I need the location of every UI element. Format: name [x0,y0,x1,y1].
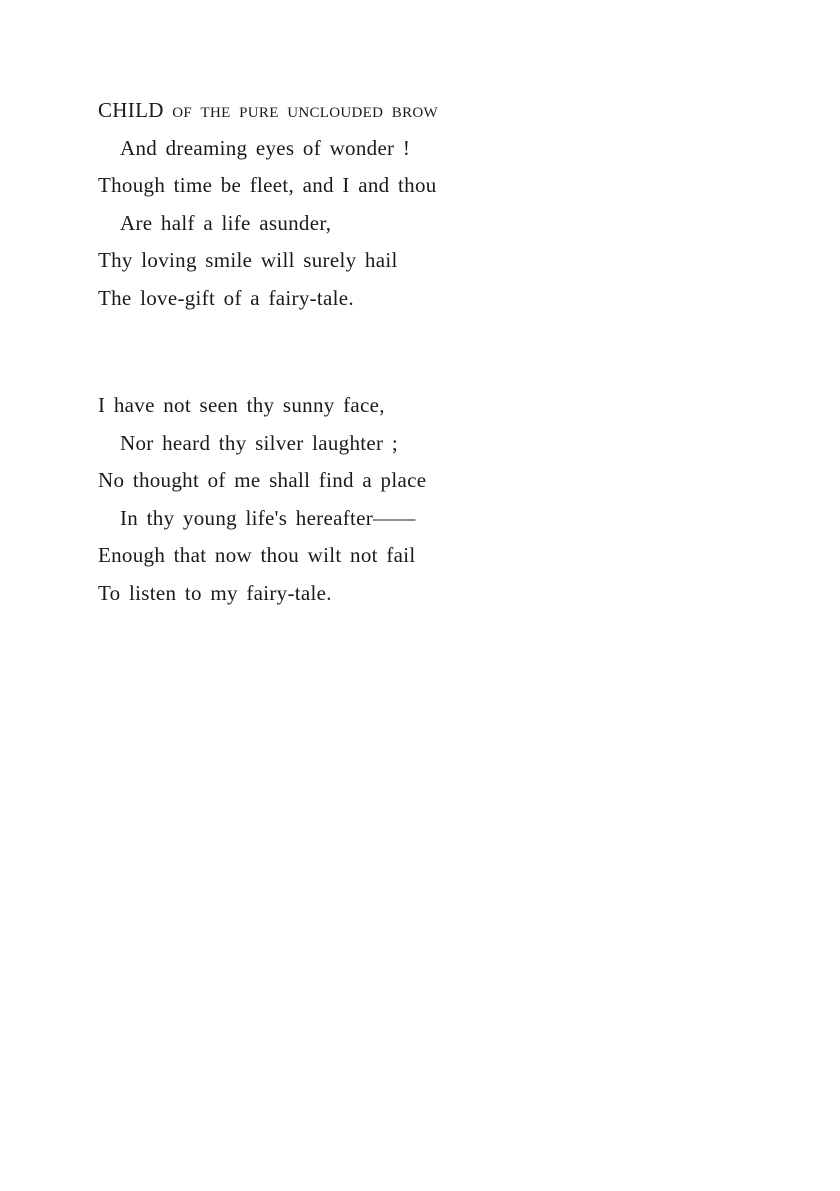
poem-line: Though time be fleet, and I and thou [98,173,437,198]
poem-stanza-2 [98,387,618,613]
poem-line: The love-gift of a fairy-tale. [98,285,354,310]
poem-line: Thy loving smile will surely hail [98,248,398,273]
poem-stanza-1 [98,92,618,318]
poem-line: To listen to my fairy-tale. [98,580,332,605]
poem-line: I have not seen thy sunny face, [98,393,385,417]
poem-line: Are half a life asunder, [120,210,332,235]
poem-line: Enough that now thou wilt not fail [98,543,416,568]
poem-line: In thy young life's hereafter—— [120,505,416,530]
poem-line: Nor heard thy silver laughter ; [120,430,398,455]
poem-line: And dreaming eyes of wonder ! [120,135,411,160]
poem-line: CHILD of the pure unclouded brow [98,98,439,122]
poem-line: No thought of me shall find a place [98,468,427,493]
